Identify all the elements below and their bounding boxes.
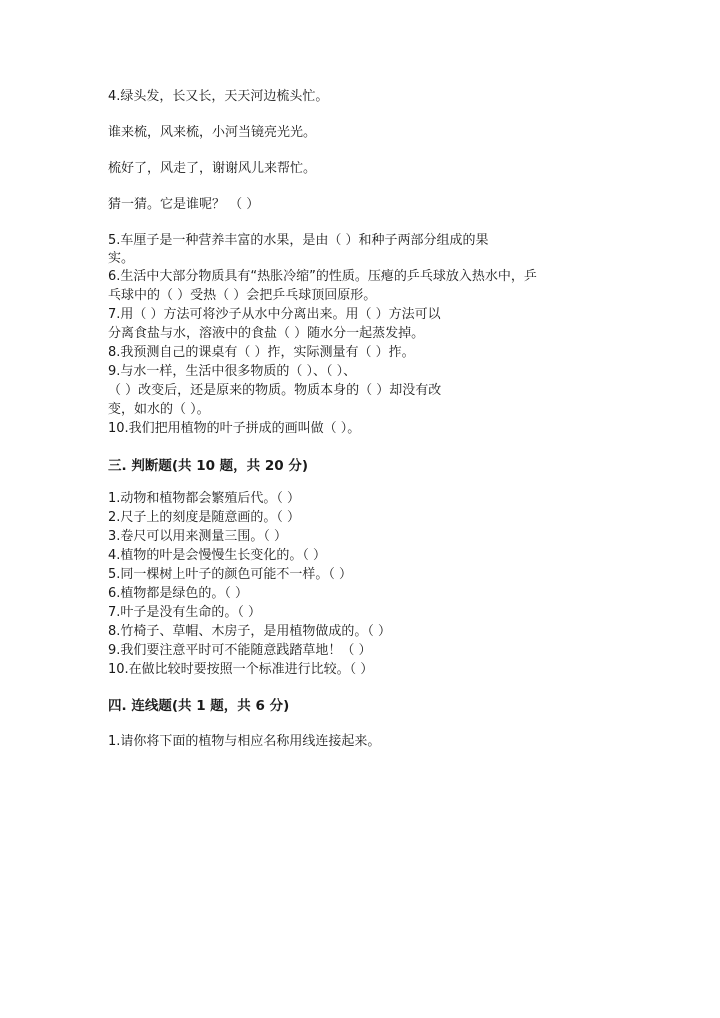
section-title-judgement: 三. 判断题(共 10 题，共 20 分): [108, 458, 309, 474]
fill-blank-line: 6.生活中大部分物质具有“热胀冷缩”的性质。压瘪的乒乓球放入热水中，乒: [108, 269, 537, 284]
fill-blank-line: 10.我们把用植物的叶子拼成的画叫做（ ）。: [108, 421, 361, 436]
judgement-item: 3.卷尺可以用来测量三围。（ ）: [108, 529, 288, 544]
fill-blank-line: （ ）改变后，还是原来的物质。物质本身的（ ）却没有改: [108, 383, 442, 398]
fill-blank-line: 9.与水一样，生活中很多物质的（ ）、（ ）、: [108, 364, 357, 379]
judgement-item: 9.我们要注意平时可不能随意践踏草地！（ ）: [108, 643, 372, 658]
matching-item: 1.请你将下面的植物与相应名称用线连接起来。: [108, 734, 381, 749]
section-title-matching: 四. 连线题(共 1 题，共 6 分): [108, 698, 290, 714]
riddle-question: 猜一猜。它是谁呢？ （ ）: [108, 197, 260, 212]
judgement-item: 5.同一棵树上叶子的颜色可能不一样。（ ）: [108, 567, 353, 582]
judgement-item: 7.叶子是没有生命的。（ ）: [108, 605, 262, 620]
fill-blank-line: 分离食盐与水，溶液中的食盐（ ）随水分一起蒸发掉。: [108, 326, 425, 341]
riddle-line-2: 谁来梳，风来梳，小河当镜亮光光。: [108, 125, 317, 140]
fill-blank-line: 实。: [108, 251, 135, 266]
fill-blank-line: 乓球中的（ ）受热（ ）会把乒乓球顶回原形。: [108, 288, 377, 303]
judgement-item: 6.植物都是绿色的。（ ）: [108, 586, 249, 601]
riddle-line-1: 4.绿头发，长又长，天天河边梳头忙。: [108, 89, 329, 104]
judgement-item: 8.竹椅子、草帽、木房子，是用植物做成的。（ ）: [108, 624, 392, 639]
fill-blank-line: 8.我预测自己的课桌有（ ）拃，实际测量有（ ）拃。: [108, 345, 415, 360]
fill-blank-line: 5.车厘子是一种营养丰富的水果，是由（ ）和种子两部分组成的果: [108, 233, 489, 248]
judgement-item: 10.在做比较时要按照一个标准进行比较。（ ）: [108, 662, 374, 677]
riddle-line-3: 梳好了，风走了，谢谢风儿来帮忙。: [108, 161, 317, 176]
judgement-item: 1.动物和植物都会繁殖后代。（ ）: [108, 491, 301, 506]
fill-blank-line: 7.用（ ）方法可将沙子从水中分离出来。用（ ）方法可以: [108, 307, 441, 322]
judgement-item: 4.植物的叶是会慢慢生长变化的。（ ）: [108, 548, 327, 563]
judgement-item: 2.尺子上的刻度是随意画的。（ ）: [108, 510, 301, 525]
fill-blank-line: 变，如水的（ ）。: [108, 402, 210, 417]
